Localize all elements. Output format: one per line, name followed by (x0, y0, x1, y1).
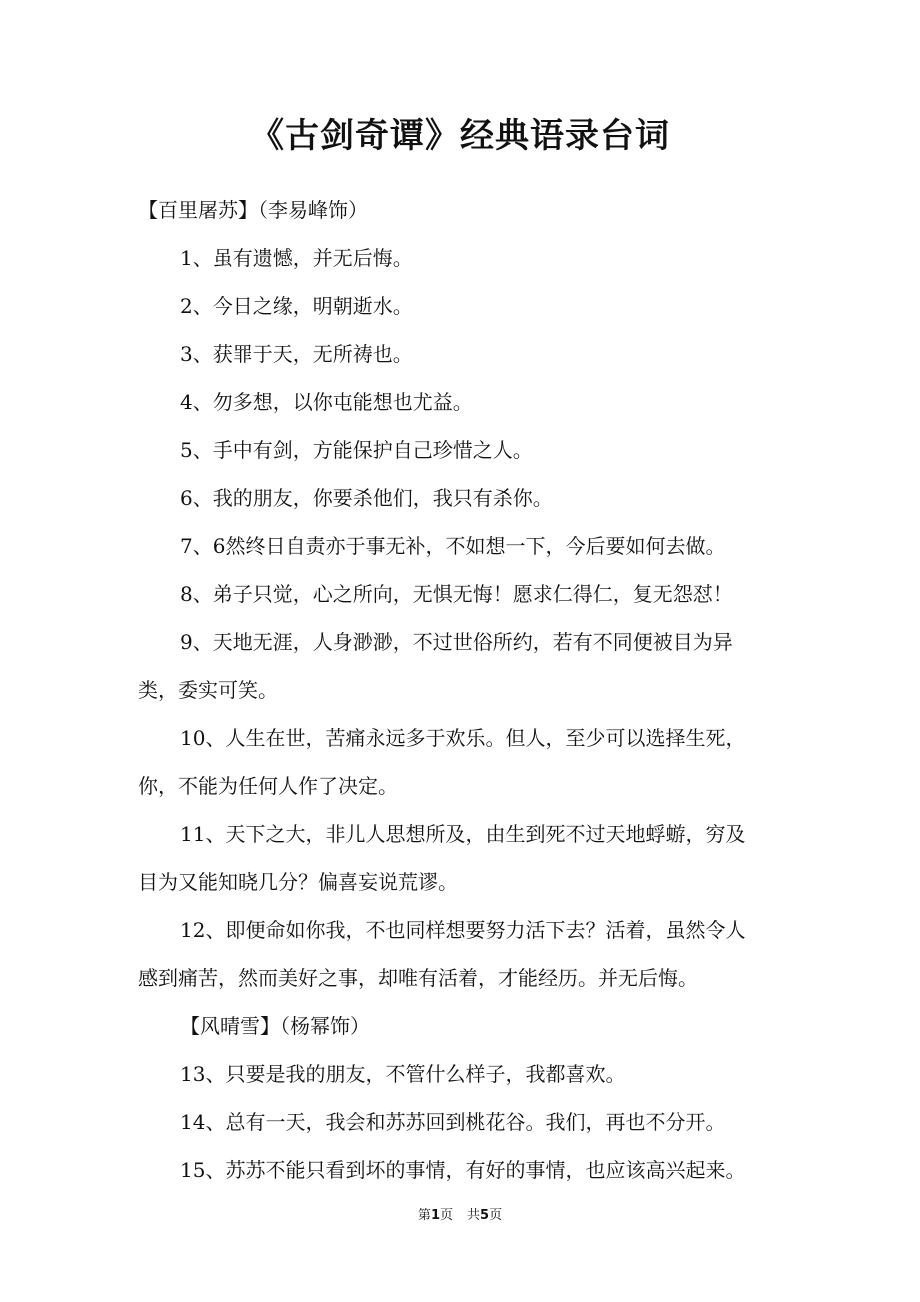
body-line: 目为又能知晓几分？偏喜妄说荒谬。 (138, 870, 458, 894)
body-line: 2、今日之缘，明朝逝水。 (180, 294, 413, 318)
body-line: 【风晴雪】（杨幂饰） (180, 1014, 370, 1038)
body-line: 感到痛苦，然而美好之事，却唯有活着，才能经历。并无后悔。 (138, 966, 698, 990)
body-line: 15、苏苏不能只看到坏的事情，有好的事情，也应该高兴起来。 (180, 1158, 746, 1182)
document-body (138, 186, 793, 1194)
body-line: 类，委实可笑。 (138, 678, 278, 702)
body-line: 8、弟子只觉，心之所向，无惧无悔！愿求仁得仁，复无怨怼！ (180, 582, 733, 606)
body-line: 11、天下之大，非儿人思想所及，由生到死不过天地蜉蝣，穷及 (180, 822, 746, 846)
body-line: 【百里屠苏】（李易峰饰） (138, 198, 368, 222)
page-suffix: 页 (439, 1208, 453, 1223)
body-line: 3、获罪于天，无所祷也。 (180, 342, 413, 366)
body-line: 你，不能为任何人作了决定。 (138, 774, 398, 798)
page-prefix: 第 (417, 1208, 431, 1223)
body-line: 7、6然终日自责亦于事无补，不如想一下，今后要如何去做。 (180, 534, 726, 558)
body-line: 12、即便命如你我，不也同样想要努力活下去？活着，虽然令人 (180, 918, 746, 942)
total-pages: 5 (480, 1208, 490, 1223)
body-line: 10、人生在世，苦痛永远多于欢乐。但人，至少可以选择生死， (180, 726, 746, 750)
body-line: 1、虽有遗憾，并无后悔。 (180, 246, 413, 270)
total-suffix: 页 (489, 1208, 503, 1223)
body-line: 6、我的朋友，你要杀他们，我只有杀你。 (180, 486, 553, 510)
page-footer (0, 1206, 920, 1226)
document-title: 《古剑奇谭》经典语录台词 (250, 116, 670, 156)
page-number: 1 (430, 1208, 440, 1223)
body-line: 14、总有一天，我会和苏苏回到桃花谷。我们，再也不分开。 (180, 1110, 726, 1134)
body-line: 4、勿多想，以你屯能想也尤益。 (180, 390, 473, 414)
body-line: 5、手中有剑，方能保护自己珍惜之人。 (180, 438, 533, 462)
total-prefix: 共 (467, 1208, 481, 1223)
body-line: 13、只要是我的朋友，不管什么样子，我都喜欢。 (180, 1062, 626, 1086)
body-line: 9、天地无涯，人身渺渺，不过世俗所约，若有不同便被目为异 (180, 630, 733, 654)
